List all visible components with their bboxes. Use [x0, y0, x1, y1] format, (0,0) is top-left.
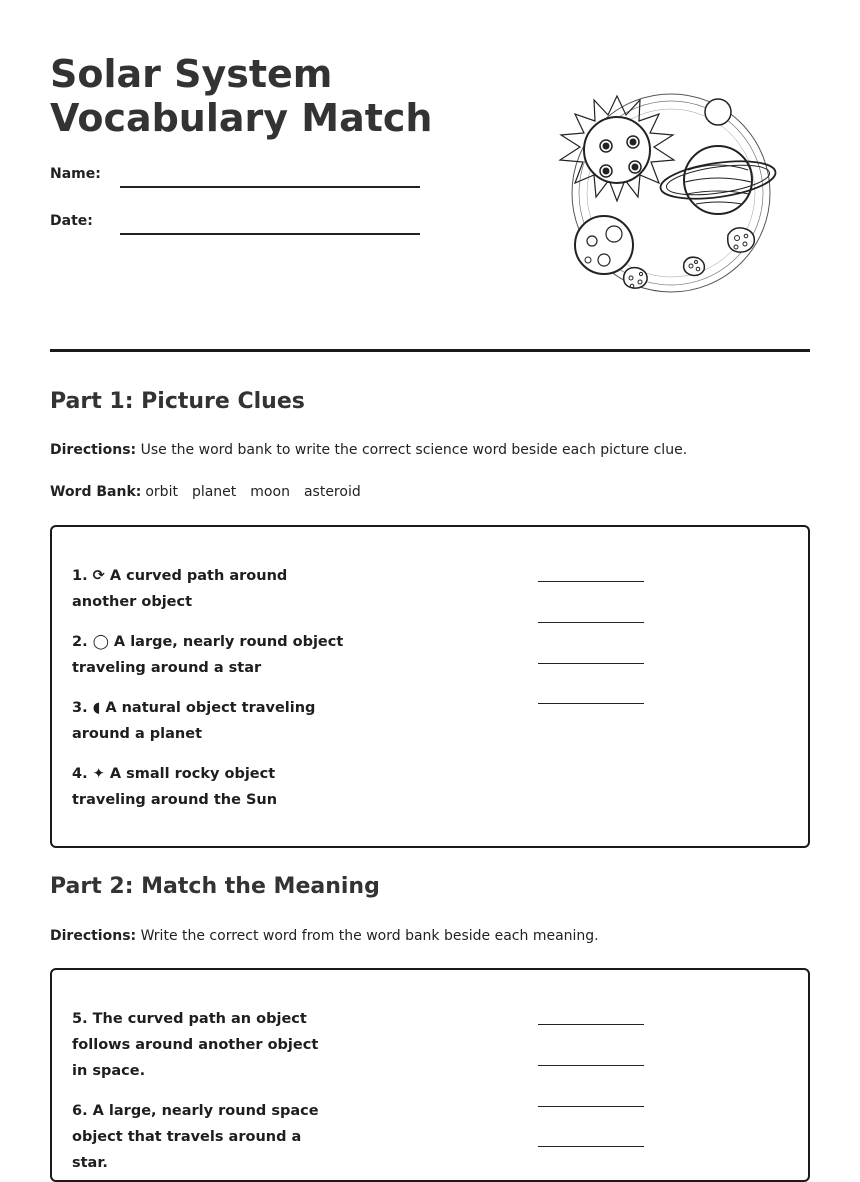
part1-directions-text: Use the word bank to write the correct science word beside each picture clue. — [136, 442, 688, 458]
clue-6: 6. A large, nearly round space object that travels around a star. — [72, 1103, 319, 1171]
date-label: Date: — [50, 213, 93, 229]
part1-directions — [50, 442, 687, 458]
name-label: Name: — [50, 166, 101, 182]
word-bank-word: asteroid — [303, 484, 361, 500]
answer-blank-6[interactable] — [538, 1065, 644, 1066]
word-bank-label: Word Bank: — [50, 484, 142, 500]
word-bank-word: orbit — [145, 484, 178, 500]
word-bank-word: planet — [191, 484, 237, 500]
answer-blank-5[interactable] — [538, 1024, 644, 1025]
part2-heading: Part 2: Match the Meaning — [50, 874, 380, 899]
title-line-2: Vocabulary Match — [50, 96, 433, 140]
part2-directions-text: Write the correct word from the word bank beside each meaning. — [136, 928, 599, 944]
answer-blank-8[interactable] — [538, 1146, 644, 1147]
clue-1: 1. ⟳ A curved path around another object — [72, 568, 288, 610]
title-line-1: Solar System — [50, 52, 333, 96]
part2-directions — [50, 928, 599, 944]
answer-blank-4[interactable] — [538, 703, 644, 704]
clue-2: 2. ◯ A large, nearly round object traveling around a star — [72, 634, 344, 676]
answer-blank-1[interactable] — [538, 581, 644, 582]
clue-5: 5. The curved path an object follows around another object in space. — [72, 1011, 319, 1079]
name-blank-line[interactable] — [120, 186, 420, 188]
part1-directions-label: Directions: — [50, 442, 137, 458]
clue-3: 3. ◖ A natural object traveling around a planet — [72, 700, 316, 742]
solar-system-icon — [556, 90, 786, 300]
date-blank-line[interactable] — [120, 233, 420, 235]
picture-clues-box — [50, 525, 810, 848]
word-bank — [50, 484, 361, 500]
word-bank-word: moon — [250, 484, 290, 500]
clue-4: 4. ✦ A small rocky object traveling around the Sun — [72, 766, 278, 808]
answer-blank-3[interactable] — [538, 663, 644, 664]
answer-blank-2[interactable] — [538, 622, 644, 623]
answer-blank-7[interactable] — [538, 1106, 644, 1107]
worksheet-title — [50, 52, 510, 140]
meaning-match-box — [50, 968, 810, 1182]
section-divider — [50, 349, 810, 352]
name-field[interactable] — [50, 166, 430, 192]
part1-heading: Part 1: Picture Clues — [50, 389, 305, 414]
part2-directions-label: Directions: — [50, 928, 137, 944]
date-field[interactable] — [50, 213, 430, 239]
